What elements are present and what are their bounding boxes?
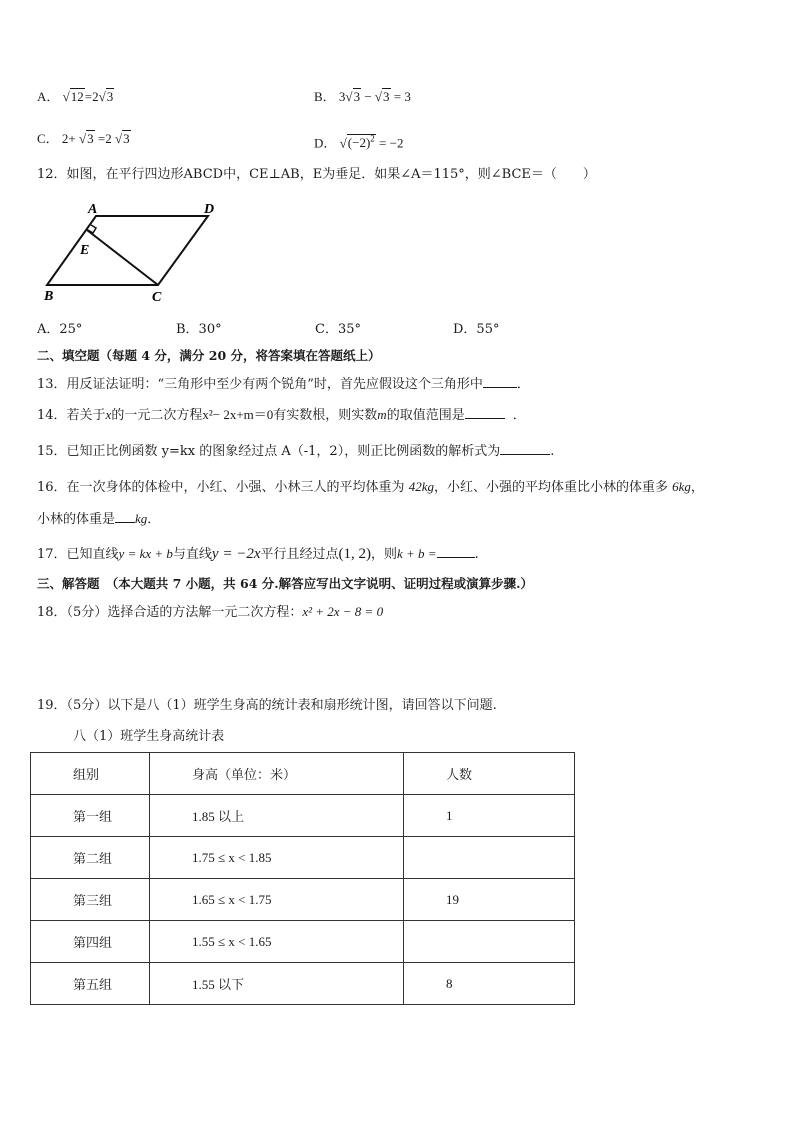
cell-height: 1.75 ≤ x < 1.85 [150, 837, 404, 879]
cell-group: 第三组 [31, 879, 150, 921]
q17-expression: k + b = [397, 546, 437, 561]
cell-group: 第五组 [31, 963, 150, 1005]
table-row [31, 837, 575, 879]
q12-option-d: D．55° [453, 322, 500, 337]
exponent: 2 [370, 134, 375, 144]
q14-end: ． [512, 408, 526, 423]
table-caption: 八（1）班学生身高统计表 [73, 729, 225, 744]
q15-text [37, 440, 554, 462]
q15-body: 15．已知正比例函数 y=kx 的图象经过点 A（-1，2），则正比例函数的解析式为 [37, 444, 501, 459]
q16-line2-end: ． [147, 512, 161, 527]
cell-height: 1.55 ≤ x < 1.65 [150, 921, 404, 963]
cell-group: 第四组 [31, 921, 150, 963]
unit-kg: kg [135, 511, 148, 526]
sqrt-symbol: √3 [374, 89, 390, 104]
header-height: 身高（单位：米） [150, 753, 404, 795]
option-label: B． [314, 89, 336, 104]
q14-mid2: 有实数根，则实数 [273, 408, 378, 423]
radicand: 3 [383, 89, 390, 104]
q14-equation: x²− 2x+m＝0 [202, 407, 274, 422]
label-b: B [44, 289, 54, 304]
var-x: x [105, 407, 112, 422]
q13-end: ． [516, 377, 530, 392]
q17-pre: 17．已知直线 [37, 547, 119, 562]
answer-blank [483, 373, 517, 388]
q12-option-b: B．30° [176, 322, 222, 337]
sqrt-symbol: √3 [79, 131, 94, 146]
label-d: D [204, 202, 215, 217]
q12-option-a: A．25° [37, 322, 83, 337]
q13-text [37, 373, 530, 395]
segment-ce [87, 230, 158, 285]
label-e: E [80, 243, 90, 258]
cell-height: 1.65 ≤ x < 1.75 [150, 879, 404, 921]
q15-end: . [550, 444, 555, 459]
radicand: 3 [353, 89, 361, 104]
q14-text [37, 404, 526, 426]
answer-blank [465, 404, 505, 419]
q14-pre: 14．若关于 [37, 408, 106, 423]
weight-6kg: 6kg [672, 479, 691, 494]
equation-part: =2 [84, 89, 99, 104]
radicand: 3 [123, 131, 130, 146]
var-m: m [377, 407, 387, 422]
sqrt-symbol: √12 [62, 89, 84, 104]
sqrt-symbol: √3 [98, 89, 114, 104]
q11-option-a [37, 87, 114, 107]
table-row [31, 879, 575, 921]
q17-mid2: 平行且经过点 [260, 547, 339, 562]
operator: − [361, 89, 375, 104]
q14-mid: 的一元二次方程 [111, 408, 203, 423]
q17-end: . [474, 547, 479, 562]
q18-text [37, 602, 383, 623]
q12-option-c: C．35° [315, 322, 361, 337]
header-count: 人数 [404, 753, 575, 795]
sqrt-symbol: √3 [345, 89, 361, 104]
q11-option-b [314, 87, 411, 107]
parallelogram-abcd [47, 216, 208, 285]
equation-part: = 3 [390, 89, 411, 104]
answer-blank [437, 543, 475, 558]
table-row [31, 795, 575, 837]
q11-option-c [37, 129, 131, 149]
table-row [31, 921, 575, 963]
equation-part: =2 [94, 131, 115, 146]
q16-pre: 16．在一次身体的体检中，小红、小强、小林三人的平均体重为 [37, 480, 409, 495]
answer-blank [115, 508, 135, 523]
cell-group: 第二组 [31, 837, 150, 879]
cell-count [404, 921, 575, 963]
label-c: C [152, 290, 162, 305]
sqrt-symbol: √3 [115, 131, 130, 146]
option-label: D． [314, 135, 337, 151]
q16-mid: ，小红、小强的平均体重比小林的体重多 [433, 480, 673, 495]
section-2-heading: 二、填空题（每题 4 分，满分 20 分，将答案填在答题纸上） [37, 348, 381, 363]
q13-body: 13．用反证法证明：“三角形中至少有两个锐角”时，首先应假设这个三角形中 [37, 377, 483, 392]
q17-mid: 与直线 [172, 547, 212, 562]
header-group: 组别 [31, 753, 150, 795]
cell-count: 19 [404, 879, 575, 921]
radicand: 3 [87, 131, 94, 146]
q16-line2-pre: 小林的体重是 [37, 512, 116, 527]
sqrt-symbol: $√(-2)^2$ [339, 134, 375, 151]
coefficient: 3 [338, 89, 346, 104]
height-stats-table [30, 752, 575, 1005]
q19-text: 19．（5分）以下是八（1）班学生身高的统计表和扇形统计图，请回答以下问题. [37, 698, 497, 713]
q17-point: (1, 2) [338, 546, 371, 562]
radicand [347, 134, 376, 150]
q16-line1 [37, 477, 704, 498]
cell-height: 1.85 以上 [150, 795, 404, 837]
answer-blank [500, 440, 550, 455]
q16-line2 [37, 508, 160, 530]
q17-text [37, 543, 479, 565]
cell-count: 1 [404, 795, 575, 837]
q18-equation: x² + 2x − 8 = 0 [302, 604, 384, 619]
equation-part: = −2 [375, 135, 404, 151]
parallelogram-figure [40, 196, 230, 308]
radicand-base: (−2) [347, 135, 371, 151]
table-row [31, 963, 575, 1005]
label-a: A [88, 202, 98, 217]
q17-mid3: ，则 [371, 547, 398, 562]
cell-count [404, 837, 575, 879]
q17-line-eq1: y = kx + b [118, 546, 173, 561]
cell-height: 1.55 以下 [150, 963, 404, 1005]
radicand: 12 [70, 89, 84, 104]
weight-42kg: 42kg [408, 479, 434, 494]
cell-group: 第一组 [31, 795, 150, 837]
q11-option-d [314, 129, 403, 153]
q12-text: 12．如图，在平行四边形ABCD中，CE⊥AB，E为垂足．如果∠A＝115°，则∠BCE＝（ ） [37, 167, 596, 182]
radicand: 3 [106, 89, 114, 104]
cell-count: 8 [404, 963, 575, 1005]
equation-part: 2+ [61, 131, 80, 146]
section-3-heading: 三、解答题 （本大题共 7 小题，共 64 分.解答应写出文字说明、证明过程或演算步骤.） [37, 576, 533, 591]
q14-post: 的取值范围是 [386, 408, 465, 423]
q16-line1-end: ， [690, 480, 704, 495]
table-header-row [31, 753, 575, 795]
q17-line-eq2: y = −2x [211, 546, 261, 562]
option-label: A． [37, 89, 60, 104]
q18-body: 18．（5分）选择合适的方法解一元二次方程： [37, 605, 303, 620]
option-label: C． [37, 131, 59, 146]
